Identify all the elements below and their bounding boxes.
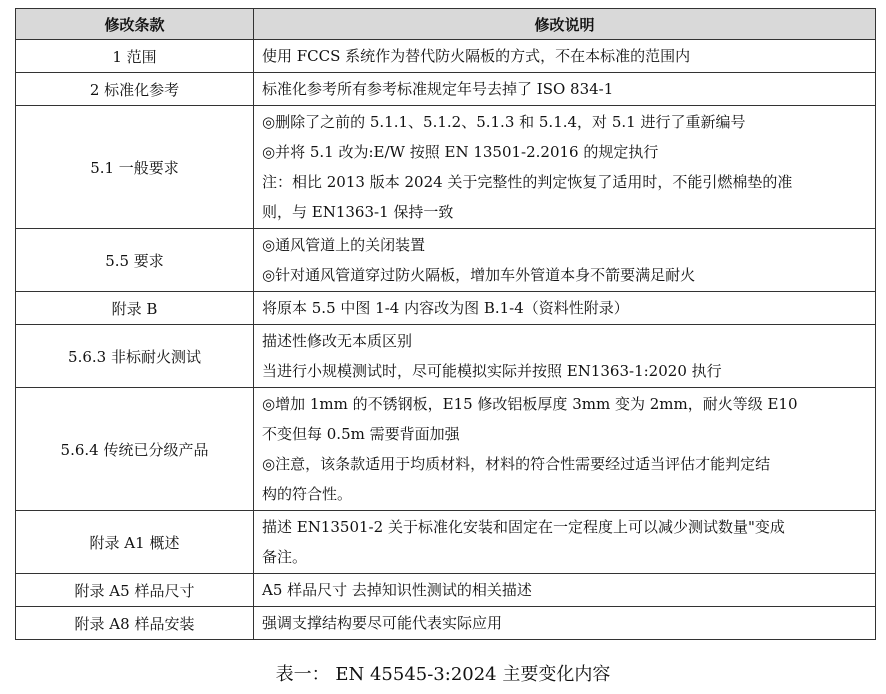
description-line: 则，与 EN1363-1 保持一致: [262, 203, 454, 221]
table-row: [16, 106, 876, 229]
description-line: 强调支撑结构要尽可能代表实际应用: [262, 614, 503, 632]
clause-cell: 附录 B: [16, 292, 254, 325]
table-row: [16, 40, 876, 73]
description-line: 构的符合性。: [262, 485, 353, 503]
table-row: [16, 607, 876, 640]
clause-cell: 2 标准化参考: [16, 73, 254, 106]
description-cell: [254, 106, 876, 229]
description-line: A5 样品尺寸 去掉知识性测试的相关描述: [262, 581, 532, 599]
description-cell: [254, 229, 876, 292]
description-cell: [254, 388, 876, 511]
clause-cell: 1 范围: [16, 40, 254, 73]
table-row: [16, 511, 876, 574]
changes-table: [15, 8, 876, 640]
description-line: ◎针对通风管道穿过防火隔板，增加车外管道本身不箭要满足耐火: [262, 266, 696, 284]
description-line: 描述 EN13501-2 关于标准化安装和固定在一定程度上可以减少测试数量"变成: [262, 518, 785, 536]
description-line: 备注。: [262, 548, 308, 566]
description-line: ◎删除了之前的 5.1.1、5.1.2、5.1.3 和 5.1.4，对 5.1 进行了重新编号: [262, 113, 746, 131]
clause-cell: 附录 A5 样品尺寸: [16, 574, 254, 607]
description-line: ◎注意，该条款适用于均质材料，材料的符合性需要经过适当评估才能判定结: [262, 455, 771, 473]
description-line: 注：相比 2013 版本 2024 关于完整性的判定恢复了适用时，不能引燃棉垫的准: [262, 173, 793, 191]
table-row: [16, 292, 876, 325]
description-line: 不变但每 0.5m 需要背面加强: [262, 425, 460, 443]
header-clause: 修改条款: [16, 9, 254, 40]
clause-cell: 附录 A8 样品安装: [16, 607, 254, 640]
description-cell: [254, 40, 876, 73]
description-line: ◎并将 5.1 改为:E/W 按照 EN 13501-2.2016 的规定执行: [262, 143, 659, 161]
table-row: [16, 229, 876, 292]
description-line: 使用 FCCS 系统作为替代防火隔板的方式，不在本标准的范围内: [262, 47, 691, 65]
clause-cell: 附录 A1 概述: [16, 511, 254, 574]
table-row: [16, 73, 876, 106]
clause-cell: 5.1 一般要求: [16, 106, 254, 229]
table-caption: 表一： EN 45545-3:2024 主要变化内容: [275, 664, 611, 685]
description-line: ◎通风管道上的关闭装置: [262, 236, 426, 254]
description-line: ◎增加 1mm 的不锈钢板，E15 修改铝板厚度 3mm 变为 2mm，耐火等级 E10: [262, 395, 798, 413]
description-cell: [254, 73, 876, 106]
clause-cell: 5.5 要求: [16, 229, 254, 292]
table-row: [16, 574, 876, 607]
description-cell: [254, 292, 876, 325]
description-cell: [254, 607, 876, 640]
table-row: [16, 325, 876, 388]
clause-cell: 5.6.3 非标耐火测试: [16, 325, 254, 388]
description-cell: [254, 511, 876, 574]
table-row: [16, 388, 876, 511]
clause-cell: 5.6.4 传统已分级产品: [16, 388, 254, 511]
header-description: 修改说明: [254, 9, 876, 40]
description-line: 标准化参考所有参考标准规定年号去掉了 ISO 834-1: [262, 80, 614, 98]
description-line: 描述性修改无本质区别: [262, 332, 413, 350]
description-cell: [254, 325, 876, 388]
table-header-row: [16, 9, 876, 40]
description-line: 当进行小规模测试时，尽可能模拟实际并按照 EN1363-1:2020 执行: [262, 362, 722, 380]
description-line: 将原本 5.5 中图 1-4 内容改为图 B.1-4（资料性附录）: [262, 299, 629, 317]
description-cell: [254, 574, 876, 607]
